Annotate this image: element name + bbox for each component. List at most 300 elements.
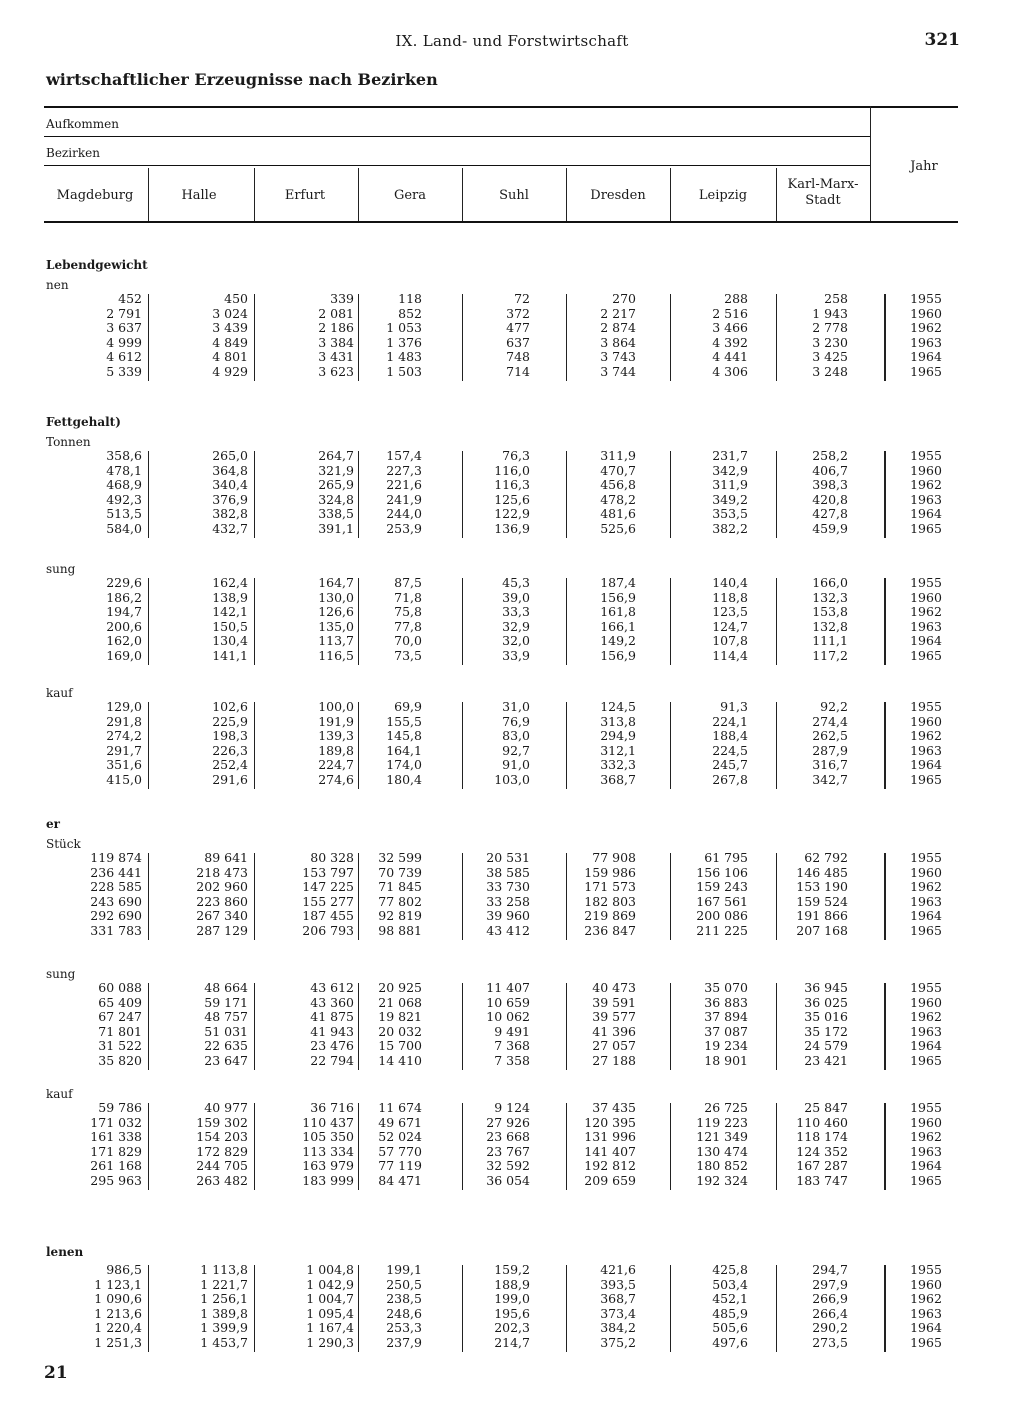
- aufkommen-rule: [44, 136, 870, 137]
- table-row: [0, 895, 1024, 910]
- table-cell: 164,1: [386, 742, 422, 758]
- table-cell: 194,7: [106, 604, 142, 619]
- table-cell: 338,5: [318, 506, 354, 521]
- table-row: [0, 449, 1024, 464]
- table-cell: 468,9: [106, 477, 142, 492]
- table-cell: 25 847: [804, 1100, 848, 1115]
- table-cell: 265,0: [212, 448, 248, 463]
- table-cell: 200 086: [696, 908, 748, 923]
- table-cell: 382,2: [712, 520, 748, 536]
- table-cell: 1 220,4: [94, 1320, 142, 1335]
- table-cell: 261 168: [90, 1158, 142, 1173]
- table-cell: 21 068: [378, 994, 422, 1010]
- table-cell: 131 996: [584, 1129, 636, 1144]
- table-cell: 187 455: [302, 908, 354, 923]
- table-cell: 191 866: [796, 908, 848, 923]
- table-cell: 244 705: [196, 1158, 248, 1173]
- table-row: [0, 649, 1024, 664]
- table-row: [0, 1054, 1024, 1069]
- table-cell: 270: [612, 291, 636, 306]
- table-cell: 1 251,3: [94, 1334, 142, 1350]
- table-cell: 32 599: [378, 850, 422, 865]
- table-cell: 157,4: [386, 448, 422, 463]
- table-cell: 382,8: [212, 506, 248, 521]
- table-row: [0, 1010, 1024, 1025]
- year-cell: 1964: [910, 1320, 942, 1335]
- table-cell: 162,4: [212, 575, 248, 590]
- table-cell: 214,7: [494, 1334, 530, 1350]
- table-cell: 1 483: [386, 349, 422, 364]
- table-cell: 171 032: [90, 1114, 142, 1130]
- year-cell: 1963: [910, 491, 942, 507]
- table-cell: 125,6: [494, 491, 530, 507]
- table-cell: 1 376: [386, 334, 422, 350]
- table-cell: 206 793: [302, 922, 354, 938]
- table-cell: 80 328: [310, 850, 354, 865]
- table-cell: 340,4: [212, 477, 248, 492]
- table-cell: 140,4: [712, 575, 748, 590]
- table-row: [0, 1336, 1024, 1351]
- header-column-separator: [462, 168, 463, 221]
- table-cell: 119 874: [90, 850, 142, 865]
- table-cell: 142,1: [212, 604, 248, 619]
- table-cell: 169,0: [106, 647, 142, 663]
- column-header-6: Leipzig: [698, 188, 748, 203]
- table-cell: 3 744: [600, 363, 636, 379]
- table-cell: 223 860: [196, 893, 248, 909]
- table-cell: 2 081: [318, 305, 354, 321]
- table-cell: 2 217: [600, 305, 636, 321]
- table-cell: 342,7: [812, 771, 848, 787]
- table-cell: 291,8: [106, 713, 142, 729]
- table-cell: 5 339: [106, 363, 142, 379]
- year-cell: 1962: [910, 604, 942, 619]
- table-cell: 35 820: [98, 1052, 142, 1068]
- table-cell: 368,7: [600, 771, 636, 787]
- table-cell: 153 797: [302, 864, 354, 880]
- table-cell: 77 908: [592, 850, 636, 865]
- table-cell: 258: [824, 291, 848, 306]
- table-cell: 110 460: [796, 1114, 848, 1130]
- year-cell: 1964: [910, 1158, 942, 1173]
- table-cell: 332,3: [600, 757, 636, 772]
- table-cell: 1 167,4: [306, 1320, 354, 1335]
- table-cell: 525,6: [600, 520, 636, 536]
- table-cell: 60 088: [98, 980, 142, 995]
- table-cell: 231,7: [712, 448, 748, 463]
- table-cell: 69,9: [394, 699, 422, 714]
- table-cell: 150,5: [212, 618, 248, 634]
- table-cell: 41 875: [310, 1009, 354, 1024]
- table-cell: 89 641: [204, 850, 248, 865]
- table-cell: 253,3: [386, 1320, 422, 1335]
- table-cell: 77,8: [394, 618, 422, 634]
- table-cell: 120 395: [584, 1114, 636, 1130]
- table-cell: 384,2: [600, 1320, 636, 1335]
- header-column-separator: [566, 168, 567, 221]
- table-cell: 4 801: [212, 349, 248, 364]
- table-cell: 485,9: [712, 1305, 748, 1321]
- table-cell: 10 659: [486, 994, 530, 1010]
- table-cell: 43 612: [310, 980, 354, 995]
- table-cell: 180 852: [696, 1158, 748, 1173]
- table-row: [0, 336, 1024, 351]
- table-cell: 39,0: [502, 589, 530, 605]
- table-cell: 637: [506, 334, 530, 350]
- table-row: [0, 1307, 1024, 1322]
- table-cell: 3 743: [600, 349, 636, 364]
- year-cell: 1962: [910, 477, 942, 492]
- table-cell: 1 213,6: [94, 1305, 142, 1321]
- table-row: [0, 773, 1024, 788]
- table-row: [0, 924, 1024, 939]
- table-row: [0, 1174, 1024, 1189]
- table-cell: 22 635: [204, 1038, 248, 1053]
- table-cell: 65 409: [98, 994, 142, 1010]
- table-cell: 748: [506, 349, 530, 364]
- table-cell: 43 360: [310, 994, 354, 1010]
- table-cell: 166,1: [600, 618, 636, 634]
- table-cell: 456,8: [600, 477, 636, 492]
- table-cell: 10 062: [486, 1009, 530, 1024]
- table-cell: 266,4: [812, 1305, 848, 1321]
- table-cell: 294,9: [600, 728, 636, 743]
- table-cell: 311,9: [600, 448, 636, 463]
- table-cell: 113 334: [302, 1143, 354, 1159]
- table-cell: 291,7: [106, 742, 142, 758]
- table-row: [0, 350, 1024, 365]
- section-heading: Fettgehalt): [46, 415, 121, 429]
- table-cell: 11 407: [486, 980, 530, 995]
- table-cell: 244,0: [386, 506, 422, 521]
- table-cell: 391,1: [318, 520, 354, 536]
- table-cell: 1 095,4: [306, 1305, 354, 1321]
- table-cell: 167 287: [796, 1158, 848, 1173]
- table-cell: 41 943: [310, 1023, 354, 1039]
- table-cell: 107,8: [712, 633, 748, 648]
- table-row: [0, 909, 1024, 924]
- table-cell: 266,9: [812, 1291, 848, 1306]
- table-cell: 36 945: [804, 980, 848, 995]
- table-cell: 186,2: [106, 589, 142, 605]
- table-cell: 123,5: [712, 604, 748, 619]
- table-cell: 324,8: [318, 491, 354, 507]
- year-cell: 1963: [910, 893, 942, 909]
- table-cell: 149,2: [600, 633, 636, 648]
- table-cell: 364,8: [212, 462, 248, 478]
- table-cell: 274,4: [812, 713, 848, 729]
- table-cell: 132,8: [812, 618, 848, 634]
- table-cell: 478,2: [600, 491, 636, 507]
- table-cell: 37 894: [704, 1009, 748, 1024]
- table-cell: 19 821: [378, 1009, 422, 1024]
- column-header-1: Halle: [181, 188, 217, 203]
- table-cell: 15 700: [378, 1038, 422, 1053]
- year-cell: 1955: [910, 699, 942, 714]
- table-cell: 321,9: [318, 462, 354, 478]
- table-cell: 27 926: [486, 1114, 530, 1130]
- table-cell: 11 674: [378, 1100, 422, 1115]
- year-cell: 1965: [910, 647, 942, 663]
- table-cell: 87,5: [394, 575, 422, 590]
- table-cell: 1 090,6: [94, 1291, 142, 1306]
- table-cell: 477: [506, 320, 530, 335]
- table-cell: 714: [506, 363, 530, 379]
- table-row: [0, 1101, 1024, 1116]
- table-cell: 36 883: [704, 994, 748, 1010]
- table-cell: 2 516: [712, 305, 748, 321]
- table-cell: 72: [514, 291, 530, 306]
- year-cell: 1960: [910, 713, 942, 729]
- header-jahr: Jahr: [910, 159, 938, 174]
- table-cell: 14 410: [378, 1052, 422, 1068]
- table-cell: 129,0: [106, 699, 142, 714]
- table-cell: 9 491: [494, 1023, 530, 1039]
- table-cell: 229,6: [106, 575, 142, 590]
- table-cell: 23 421: [804, 1052, 848, 1068]
- table-cell: 92,2: [820, 699, 848, 714]
- table-cell: 33 730: [486, 879, 530, 894]
- table-row: [0, 1130, 1024, 1145]
- table-cell: 3 623: [318, 363, 354, 379]
- table-cell: 470,7: [600, 462, 636, 478]
- table-cell: 199,0: [494, 1291, 530, 1306]
- table-cell: 27 188: [592, 1052, 636, 1068]
- table-cell: 311,9: [712, 477, 748, 492]
- table-cell: 1 943: [812, 305, 848, 321]
- table-cell: 23 647: [204, 1052, 248, 1068]
- table-cell: 292 690: [90, 908, 142, 923]
- table-cell: 110 437: [302, 1114, 354, 1130]
- table-cell: 288: [724, 291, 748, 306]
- header-column-separator: [670, 168, 671, 221]
- section-unit-label: nen: [46, 278, 69, 292]
- table-cell: 237,9: [386, 1334, 422, 1350]
- table-cell: 3 248: [812, 363, 848, 379]
- table-cell: 171 829: [90, 1143, 142, 1159]
- table-cell: 1 053: [386, 320, 422, 335]
- table-cell: 4 999: [106, 334, 142, 350]
- table-cell: 75,8: [394, 604, 422, 619]
- table-row: [0, 981, 1024, 996]
- table-cell: 102,6: [212, 699, 248, 714]
- table-cell: 187,4: [600, 575, 636, 590]
- table-row: [0, 851, 1024, 866]
- table-cell: 248,6: [386, 1305, 422, 1321]
- table-cell: 124 352: [796, 1143, 848, 1159]
- header-column-separator: [358, 168, 359, 221]
- table-cell: 36 025: [804, 994, 848, 1010]
- table-cell: 113,7: [318, 633, 354, 648]
- table-cell: 192 812: [584, 1158, 636, 1173]
- table-cell: 2 791: [106, 305, 142, 321]
- header-column-separator: [254, 168, 255, 221]
- table-cell: 393,5: [600, 1276, 636, 1292]
- table-cell: 294,7: [812, 1262, 848, 1277]
- year-cell: 1955: [910, 850, 942, 865]
- table-cell: 3 637: [106, 320, 142, 335]
- table-cell: 9 124: [494, 1100, 530, 1115]
- table-cell: 59 171: [204, 994, 248, 1010]
- table-row: [0, 522, 1024, 537]
- table-cell: 243 690: [90, 893, 142, 909]
- table-cell: 24 579: [804, 1038, 848, 1053]
- table-cell: 1 113,8: [200, 1262, 248, 1277]
- table-cell: 122,9: [494, 506, 530, 521]
- table-row: [0, 700, 1024, 715]
- table-cell: 84 471: [378, 1172, 422, 1188]
- bezirken-rule: [44, 165, 870, 166]
- table-cell: 67 247: [98, 1009, 142, 1024]
- year-cell: 1963: [910, 618, 942, 634]
- year-cell: 1962: [910, 728, 942, 743]
- table-cell: 132,3: [812, 589, 848, 605]
- table-cell: 1 042,9: [306, 1276, 354, 1292]
- table-cell: 3 024: [212, 305, 248, 321]
- table-cell: 172 829: [196, 1143, 248, 1159]
- table-cell: 986,5: [106, 1262, 142, 1277]
- chapter-title: IX. Land- und Forstwirtschaft: [395, 32, 629, 50]
- table-cell: 188,4: [712, 728, 748, 743]
- table-cell: 4 849: [212, 334, 248, 350]
- section-heading: lenen: [46, 1245, 84, 1259]
- table-cell: 420,8: [812, 491, 848, 507]
- section-unit-label: Tonnen: [46, 435, 91, 449]
- table-cell: 3 439: [212, 320, 248, 335]
- year-cell: 1965: [910, 1052, 942, 1068]
- table-cell: 139,3: [318, 728, 354, 743]
- table-cell: 117,2: [812, 647, 848, 663]
- year-cell: 1963: [910, 1023, 942, 1039]
- table-cell: 124,7: [712, 618, 748, 634]
- table-cell: 492,3: [106, 491, 142, 507]
- table-cell: 195,6: [494, 1305, 530, 1321]
- table-cell: 224,7: [318, 757, 354, 772]
- table-title: wirtschaftlicher Erzeugnisse nach Bezirken: [46, 70, 438, 89]
- year-cell: 1960: [910, 994, 942, 1010]
- year-cell: 1955: [910, 1100, 942, 1115]
- table-cell: 191,9: [318, 713, 354, 729]
- table-cell: 2 186: [318, 320, 354, 335]
- year-cell: 1965: [910, 1334, 942, 1350]
- table-row: [0, 1039, 1024, 1054]
- year-cell: 1962: [910, 1129, 942, 1144]
- table-cell: 398,3: [812, 477, 848, 492]
- table-cell: 71 801: [98, 1023, 142, 1039]
- table-cell: 4 929: [212, 363, 248, 379]
- year-cell: 1965: [910, 771, 942, 787]
- table-cell: 253,9: [386, 520, 422, 536]
- table-cell: 3 431: [318, 349, 354, 364]
- table-cell: 3 466: [712, 320, 748, 335]
- table-cell: 505,6: [712, 1320, 748, 1335]
- table-cell: 4 392: [712, 334, 748, 350]
- table-cell: 43 412: [486, 922, 530, 938]
- page-number: 321: [924, 30, 960, 50]
- section-unit-label: sung: [46, 967, 76, 981]
- table-cell: 274,2: [106, 728, 142, 743]
- table-cell: 62 792: [804, 850, 848, 865]
- table-cell: 171 573: [584, 879, 636, 894]
- table-cell: 358,6: [106, 448, 142, 463]
- table-cell: 23 476: [310, 1038, 354, 1053]
- year-cell: 1962: [910, 879, 942, 894]
- table-cell: 331 783: [90, 922, 142, 938]
- table-cell: 265,9: [318, 477, 354, 492]
- table-cell: 164,7: [318, 575, 354, 590]
- table-row: [0, 620, 1024, 635]
- table-cell: 1 389,8: [200, 1305, 248, 1321]
- table-cell: 76,3: [502, 448, 530, 463]
- table-cell: 372: [506, 305, 530, 321]
- table-cell: 163 979: [302, 1158, 354, 1173]
- year-cell: 1965: [910, 1172, 942, 1188]
- table-cell: 290,2: [812, 1320, 848, 1335]
- section-heading: er: [46, 817, 60, 831]
- table-cell: 3 384: [318, 334, 354, 350]
- table-cell: 245,7: [712, 757, 748, 772]
- table-cell: 23 668: [486, 1129, 530, 1144]
- table-cell: 258,2: [812, 448, 848, 463]
- table-cell: 236 847: [584, 922, 636, 938]
- table-cell: 32,0: [502, 633, 530, 648]
- table-cell: 425,8: [712, 1262, 748, 1277]
- table-cell: 166,0: [812, 575, 848, 590]
- table-cell: 351,6: [106, 757, 142, 772]
- table-cell: 312,1: [600, 742, 636, 758]
- table-cell: 159 524: [796, 893, 848, 909]
- table-cell: 452,1: [712, 1291, 748, 1306]
- table-cell: 35 016: [804, 1009, 848, 1024]
- year-cell: 1955: [910, 575, 942, 590]
- table-row: [0, 744, 1024, 759]
- table-cell: 39 960: [486, 908, 530, 923]
- year-cell: 1964: [910, 908, 942, 923]
- year-column-separator: [870, 106, 871, 221]
- table-cell: 375,2: [600, 1334, 636, 1350]
- table-cell: 218 473: [196, 864, 248, 880]
- year-cell: 1963: [910, 334, 942, 350]
- table-cell: 138,9: [212, 589, 248, 605]
- table-cell: 48 664: [204, 980, 248, 995]
- table-cell: 316,7: [812, 757, 848, 772]
- table-cell: 20 531: [486, 850, 530, 865]
- table-cell: 161,8: [600, 604, 636, 619]
- table-cell: 105 350: [302, 1129, 354, 1144]
- table-cell: 459,9: [812, 520, 848, 536]
- table-cell: 2 778: [812, 320, 848, 335]
- section-unit-label: kauf: [46, 686, 73, 700]
- table-cell: 100,0: [318, 699, 354, 714]
- table-cell: 209 659: [584, 1172, 636, 1188]
- table-cell: 227,3: [386, 462, 422, 478]
- table-cell: 452: [118, 291, 142, 306]
- table-cell: 2 874: [600, 320, 636, 335]
- header-column-separator: [148, 168, 149, 221]
- table-cell: 57 770: [378, 1143, 422, 1159]
- table-cell: 1 004,7: [306, 1291, 354, 1306]
- table-cell: 295 963: [90, 1172, 142, 1188]
- table-cell: 373,4: [600, 1305, 636, 1321]
- table-cell: 478,1: [106, 462, 142, 478]
- table-cell: 156 106: [696, 864, 748, 880]
- table-row: [0, 866, 1024, 881]
- table-row: [0, 1321, 1024, 1336]
- table-cell: 37 435: [592, 1100, 636, 1115]
- table-cell: 353,5: [712, 506, 748, 521]
- table-cell: 155,5: [386, 713, 422, 729]
- table-cell: 238,5: [386, 1291, 422, 1306]
